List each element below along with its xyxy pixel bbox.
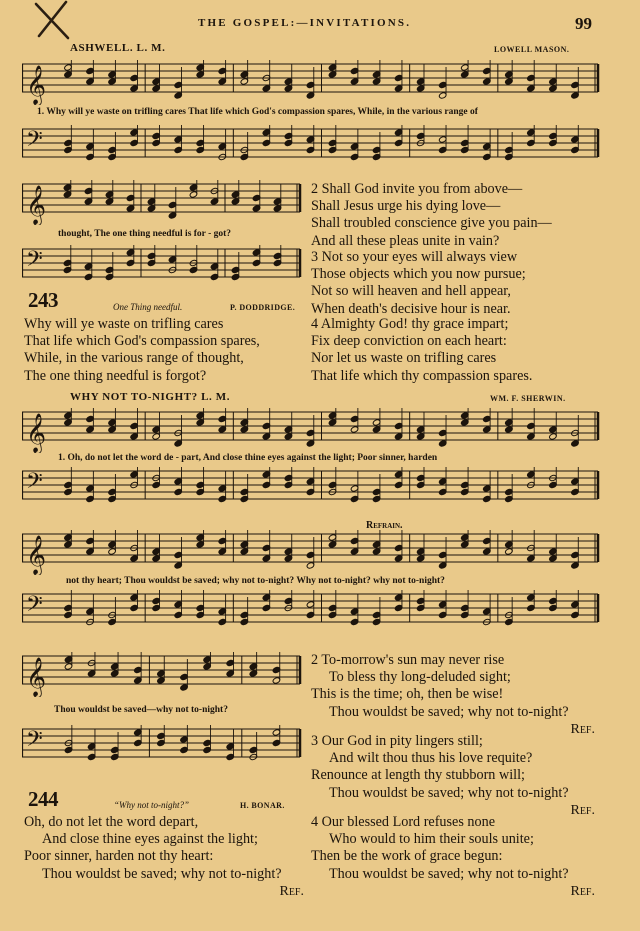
refrain-marker: Ref. [570,721,595,737]
svg-text:𝄢: 𝄢 [26,247,43,277]
hymn-243-verse-2 [311,181,552,250]
svg-text:𝄞: 𝄞 [26,65,47,105]
hymn-244-verse-2 [311,652,595,738]
hymn-number-244: 244 [28,787,58,811]
verse-line: When death's decisive hour is near. [311,300,511,317]
verse-line: Thou wouldst be saved; why not to-night? [329,703,569,720]
refrain-label: Refrain. [366,520,403,531]
tune-name-why-not-tonight: WHY NOT TO-NIGHT? L. M. [70,391,231,403]
music-system-244-third-bass [22,725,302,770]
verse-line: To bless thy long-deluded sight; [329,669,511,686]
svg-text:𝄞: 𝄞 [26,535,47,575]
lyrics-underlay-243-line1: 1. Why will ye waste on trifling cares That life which God's compassion spares, While, in the various range of [37,107,478,117]
verse-line: Fix deep conviction on each heart: [311,333,507,350]
hymn-244-author: H. BONAR. [240,801,285,810]
hymn-243-verse-4 [311,316,532,385]
verse-line: This is the time; oh, then be wise! [311,686,504,703]
hymn-244-verse-4 [311,814,595,900]
music-system-244-top-treble [22,408,600,453]
verse-line: Oh, do not let the word depart, [24,814,199,830]
verse-line: Renounce at length thy stubborn will; [311,767,525,784]
verse-line: 4 Our blessed Lord refuses none [311,814,495,830]
composer-lowell-mason: LOWELL MASON. [494,45,570,54]
verse-line: Thou wouldst be saved; why not to-night? [329,865,569,882]
music-system-244-third-treble [22,652,302,697]
svg-text:𝄢: 𝄢 [26,469,43,499]
hymn-243-verse-3 [311,249,526,318]
hymn-244-verse-1 [24,814,304,900]
page-number: 99 [575,14,592,33]
svg-text:𝄢: 𝄢 [26,127,43,157]
hymn-244-subtitle: “Why not to-night?” [114,800,190,810]
music-system-243-second-bass [22,245,302,290]
tune-name-ashwell: ASHWELL. L. M. [70,42,166,54]
verse-line: Not so will heaven and hell appear, [311,283,511,300]
refrain-marker: Ref. [279,883,304,899]
hymn-243-subtitle: One Thing needful. [113,302,183,312]
verse-line: And wilt thou thus his love requite? [329,750,533,767]
hymn-244-verse-3 [311,733,595,819]
music-system-243-top-bass [22,125,600,170]
composer-sherwin: WM. F. SHERWIN. [490,394,566,403]
hymn-243-verse-1 [24,316,260,385]
hymn-number-243: 243 [28,288,58,312]
music-system-244-second-bass [22,590,600,635]
svg-text:𝄞: 𝄞 [26,185,47,225]
verse-line: 3 Our God in pity lingers still; [311,733,483,749]
svg-text:𝄞: 𝄞 [26,657,47,697]
verse-line: Then be the work of grace begun: [311,848,503,865]
svg-text:𝄞: 𝄞 [26,413,47,453]
verse-line: 2 Shall God invite you from above— [311,181,523,197]
page-header-title: THE GOSPEL:—INVITATIONS. [198,17,412,29]
verse-line: And all these pleas unite in vain? [311,232,500,249]
verse-line: Poor sinner, harden not thy heart: [24,848,214,865]
verse-line: Why will ye waste on trifling cares [24,316,224,332]
refrain-marker: Ref. [570,883,595,899]
hymn-243-author: P. DODDRIDGE. [230,303,296,312]
verse-line: 3 Not so your eyes will always view [311,249,518,265]
verse-line: Nor let us waste on trifling cares [311,350,497,367]
refrain-marker: Ref. [570,802,595,818]
verse-line: That life which thy compassion spares. [311,367,533,384]
verse-line: 4 Almighty God! thy grace impart; [311,316,509,332]
verse-line: 2 To-morrow's sun may never rise [311,652,505,668]
lyrics-underlay-244-line3: Thou wouldst be saved—why not to-night? [54,705,228,715]
lyrics-underlay-243-line2: thought, The one thing needful is for - got? [58,229,232,239]
verse-line: Thou wouldst be saved; why not to-night? [42,865,282,882]
music-system-244-second-treble [22,530,600,575]
verse-line: That life which God's compassion spares, [24,333,260,350]
verse-line: Thou wouldst be saved; why not to-night? [329,784,569,801]
lyrics-underlay-244-line1: 1. Oh, do not let the word de - part, And close thine eyes against the light; Poor sinner, harden [58,453,438,463]
verse-line: Those objects which you now pursue; [311,266,526,283]
music-system-243-top-treble [22,60,600,105]
verse-line: While, in the various range of thought, [24,350,244,367]
svg-text:𝄢: 𝄢 [26,727,43,757]
verse-line: And close thine eyes against the light; [42,831,258,848]
svg-text:𝄢: 𝄢 [26,592,43,622]
verse-line: Who would to him their souls unite; [329,831,534,848]
music-system-244-top-bass [22,467,600,512]
lyrics-underlay-244-line2: not thy heart; Thou wouldst be saved; why not to-night? Why not to-night? why not to-night? [66,576,445,586]
verse-line: Shall Jesus urge his dying love— [311,198,501,215]
verse-line: Shall troubled conscience give you pain— [311,215,552,232]
corner-x-mark [30,0,74,42]
verse-line: The one thing needful is forgot? [24,367,207,384]
music-system-243-second-treble [22,180,302,225]
